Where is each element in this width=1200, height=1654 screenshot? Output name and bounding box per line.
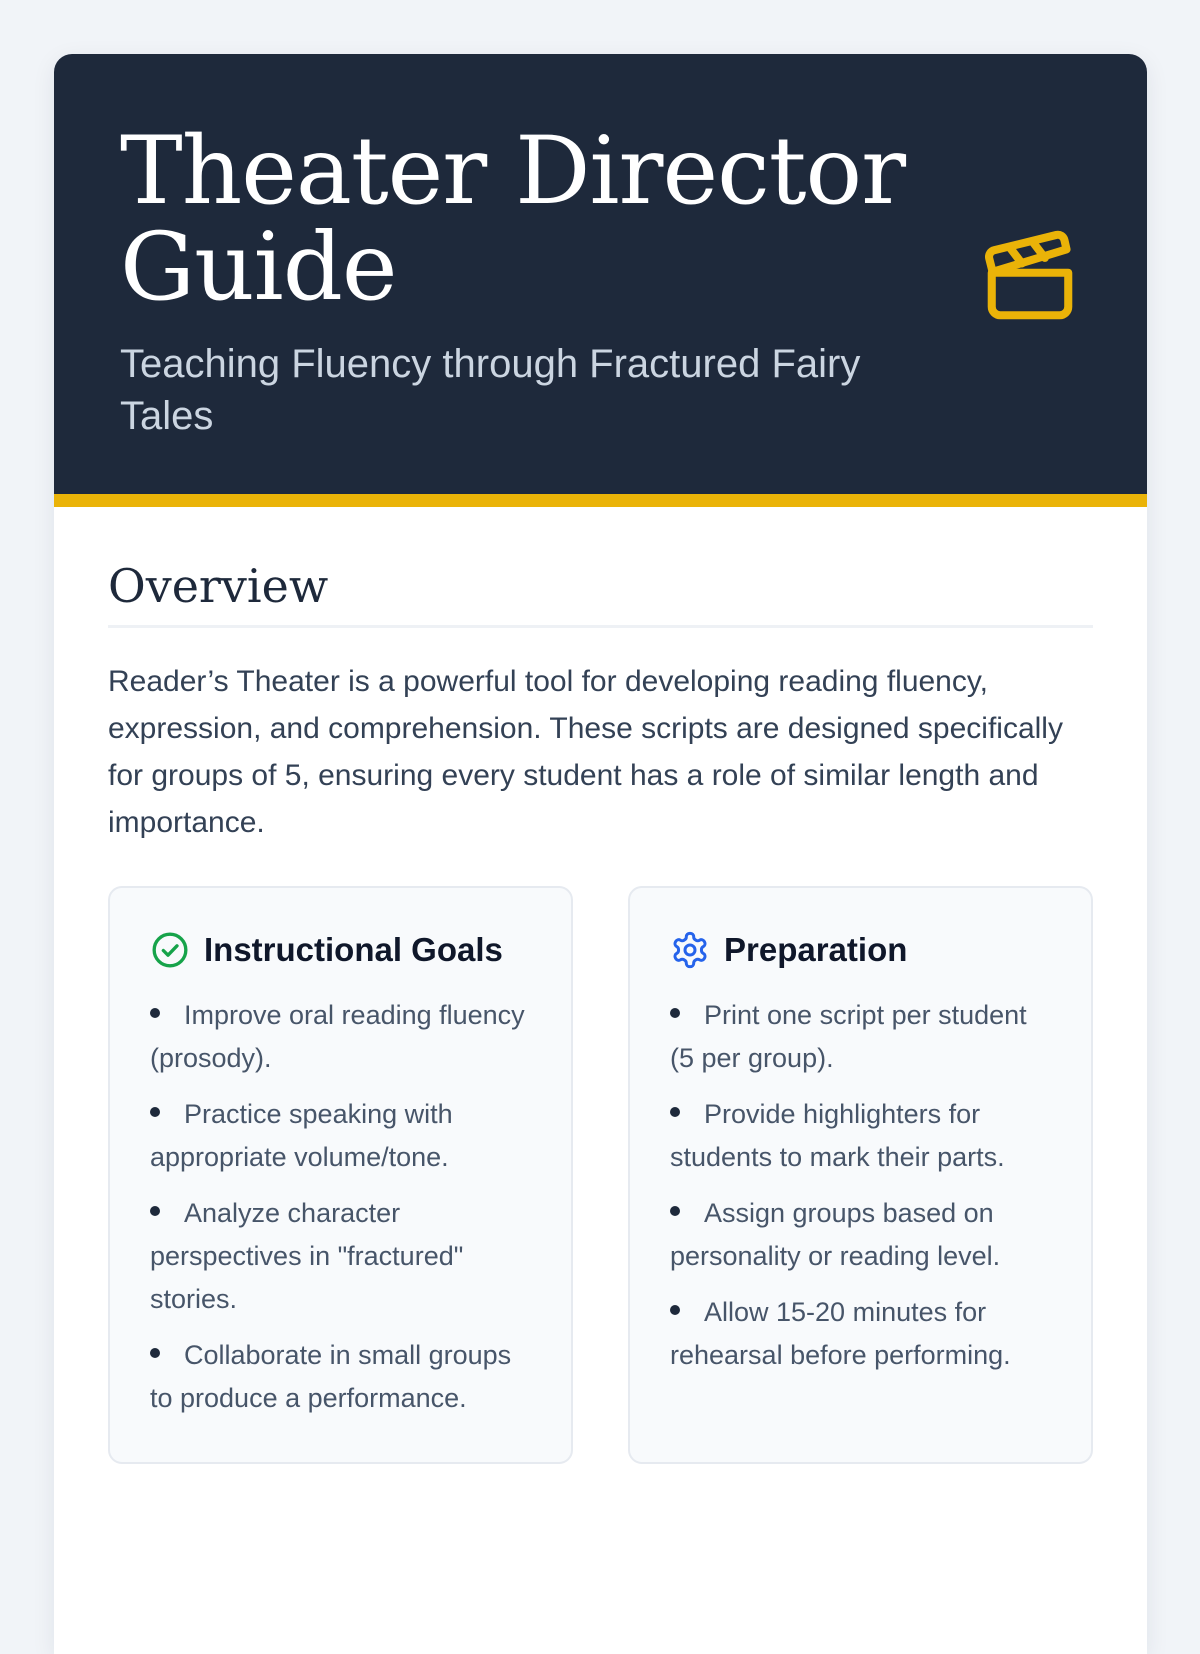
preparation-header bbox=[670, 930, 1051, 970]
list-item bbox=[150, 1192, 531, 1321]
list-item-text: Analyze character perspectives in "fractured" stories. bbox=[150, 1198, 464, 1314]
list-item bbox=[670, 1291, 1051, 1377]
overview-text: Reader’s Theater is a powerful tool for developing reading fluency, expression, and comprehension. These scripts are designed specifically for groups of 5, ensuring every student has a role of similar length and importance. bbox=[108, 665, 1063, 839]
check-circle-icon bbox=[150, 930, 190, 970]
list-item bbox=[670, 1192, 1051, 1278]
list-item bbox=[150, 1093, 531, 1179]
bullet-icon bbox=[670, 1107, 680, 1117]
goals-heading: Instructional Goals bbox=[204, 931, 503, 968]
overview-heading: Overview bbox=[108, 559, 1093, 628]
goals-header bbox=[150, 930, 531, 970]
preparation-panel bbox=[628, 886, 1093, 1464]
list-item bbox=[150, 1334, 531, 1420]
guide-card bbox=[54, 54, 1147, 1654]
list-item bbox=[150, 994, 531, 1080]
bullet-icon bbox=[670, 1008, 680, 1018]
list-item-text: Provide highlighters for students to mark their parts. bbox=[670, 1099, 1005, 1172]
list-item-text: Allow 15-20 minutes for rehearsal before performing. bbox=[670, 1297, 1011, 1370]
page-title: Theater Director Guide bbox=[120, 117, 906, 322]
list-item-text: Print one script per student (5 per group). bbox=[670, 1000, 1027, 1073]
bullet-icon bbox=[670, 1305, 680, 1315]
bullet-icon bbox=[150, 1107, 160, 1117]
list-item-text: Practice speaking with appropriate volume/tone. bbox=[150, 1099, 453, 1172]
gear-icon bbox=[670, 930, 710, 970]
list-item bbox=[670, 994, 1051, 1080]
bullet-icon bbox=[150, 1206, 160, 1216]
info-columns bbox=[108, 886, 1093, 1464]
main-content bbox=[54, 507, 1147, 1464]
goals-panel bbox=[108, 886, 573, 1464]
goals-list bbox=[150, 994, 531, 1420]
list-item bbox=[670, 1093, 1051, 1179]
preparation-list bbox=[670, 994, 1051, 1377]
bullet-icon bbox=[150, 1008, 160, 1018]
list-item-text: Assign groups based on personality or reading level. bbox=[670, 1198, 1001, 1271]
list-item-text: Improve oral reading fluency (prosody). bbox=[150, 1000, 525, 1073]
preparation-heading: Preparation bbox=[724, 931, 908, 968]
bullet-icon bbox=[670, 1206, 680, 1216]
clapperboard-icon bbox=[979, 226, 1081, 328]
bullet-icon bbox=[150, 1348, 160, 1358]
page-subtitle: Teaching Fluency through Fractured Fairy Tales bbox=[120, 342, 861, 438]
list-item-text: Collaborate in small groups to produce a performance. bbox=[150, 1340, 512, 1413]
hero-header bbox=[54, 54, 1147, 507]
